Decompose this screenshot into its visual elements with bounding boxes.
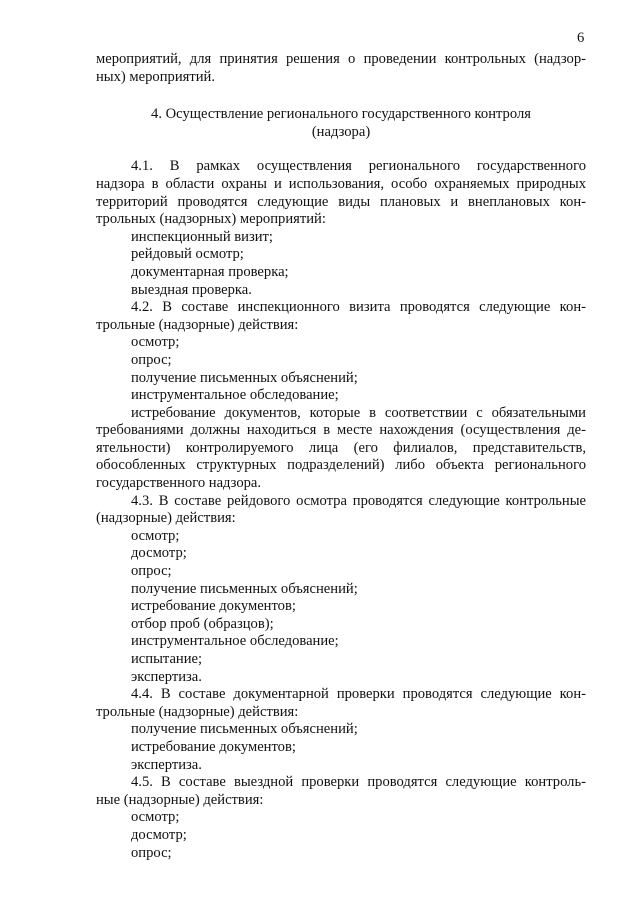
paragraph-line: трольных (надзорных) мероприятий: xyxy=(96,211,326,228)
list-item: получение письменных объяснений; xyxy=(131,580,358,597)
paragraph-line: 4.5. В составе выездной проверки проводятся следующие контроль- xyxy=(131,774,586,791)
paragraph-line: государственного надзора. xyxy=(96,475,262,492)
list-item: инспекционный визит; xyxy=(131,228,273,245)
paragraph-line: трольные (надзорные) действия: xyxy=(96,316,299,333)
paragraph-line: 4.2. В составе инспекционного визита проводятся следующие кон- xyxy=(131,299,586,316)
paragraph-line: 4.3. В составе рейдового осмотра проводятся следующие контрольные xyxy=(131,492,586,509)
list-item: опрос; xyxy=(131,351,172,368)
paragraph-line: обособленных структурных подразделений) либо объекта регионального xyxy=(96,457,586,474)
list-item: инструментальное обследование; xyxy=(131,633,339,650)
page-number: 6 xyxy=(577,30,585,46)
text-line: ных) мероприятий. xyxy=(96,68,216,85)
list-item: инструментальное обследование; xyxy=(131,387,339,404)
section-title: (надзора) xyxy=(311,123,371,140)
paragraph-line: ятельности) контролируемого лица (его филиалов, представительств, xyxy=(96,439,586,456)
list-item: опрос; xyxy=(131,844,172,861)
list-item: экспертиза. xyxy=(131,756,202,773)
list-item: получение письменных объяснений; xyxy=(131,721,358,738)
list-item: выездная проверка. xyxy=(131,281,252,298)
list-item: отбор проб (образцов); xyxy=(131,615,274,632)
paragraph-line: 4.1. В рамках осуществления регионального государственного xyxy=(131,158,586,175)
page-content xyxy=(96,51,586,862)
section-title: 4. Осуществление регионального государственного контроля xyxy=(151,106,531,123)
list-item: истребование документов; xyxy=(131,738,296,755)
list-item: досмотр; xyxy=(131,826,187,843)
list-item: досмотр; xyxy=(131,545,187,562)
list-item: осмотр; xyxy=(131,527,180,544)
list-item: документарная проверка; xyxy=(131,263,289,280)
paragraph-line: ные (надзорные) действия: xyxy=(96,791,264,808)
list-item: получение письменных объяснений; xyxy=(131,369,358,386)
list-item: осмотр; xyxy=(131,809,180,826)
paragraph-line: надзора в области охраны и использования, особо охраняемых природных xyxy=(96,175,586,192)
paragraph-line: территорий проводятся следующие виды плановых и внеплановых кон- xyxy=(96,193,586,210)
list-item: рейдовый осмотр; xyxy=(131,246,244,263)
list-item: осмотр; xyxy=(131,334,180,351)
text-line: мероприятий, для принятия решения о проведении контрольных (надзор- xyxy=(96,51,586,67)
paragraph-line: 4.4. В составе документарной проверки проводятся следующие кон- xyxy=(131,686,586,703)
list-item: истребование документов; xyxy=(131,598,296,615)
list-item: истребование документов, которые в соответствии с обязательными xyxy=(131,404,586,421)
paragraph-line: трольные (надзорные) действия: xyxy=(96,703,299,720)
list-item: опрос; xyxy=(131,563,172,580)
paragraph-line: требованиями должны находиться в месте нахождения (осуществления де- xyxy=(96,422,586,439)
list-item: испытание; xyxy=(131,651,203,667)
paragraph-line: (надзорные) действия: xyxy=(96,510,236,527)
list-item: экспертиза. xyxy=(131,668,202,685)
